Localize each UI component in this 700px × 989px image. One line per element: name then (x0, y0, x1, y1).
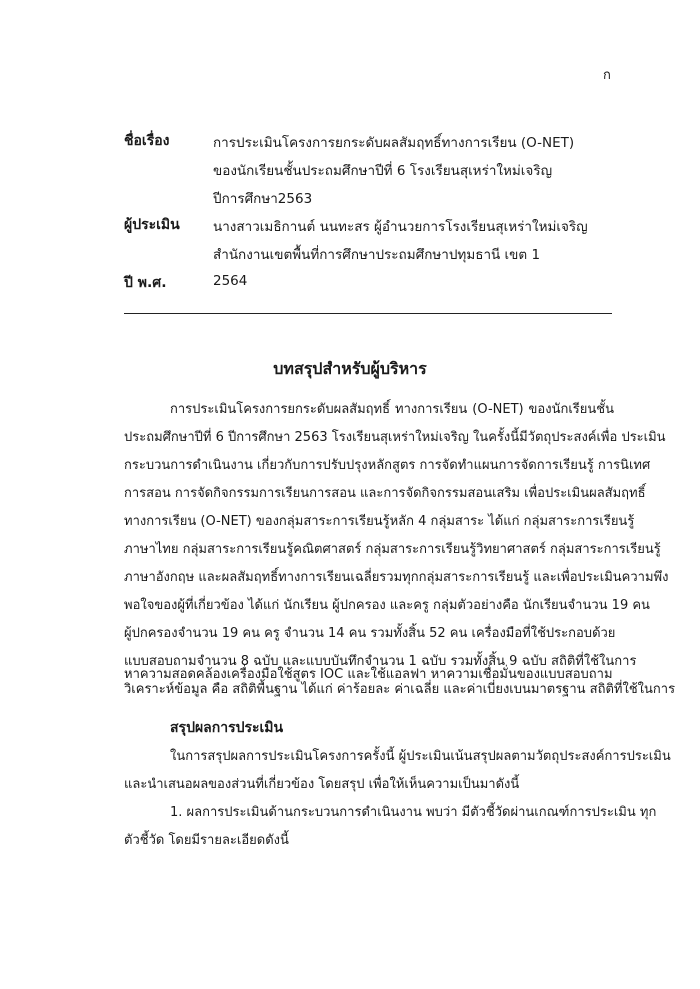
summary-line: กระบวนการดำเนินงาน เกี่ยวกับการปรับปรุงหลักสูตร การจัดทำแผนการจัดการเรียนรู้ การนิเทศ (124, 458, 651, 473)
summary-line: ประถมศึกษาปีที่ 6 ปีการศึกษา 2563 โรงเรียนสุเหร่าใหม่เจริญ ในครั้งนี้มีวัตถุประสงค์เพื่อ ประเมิน (124, 430, 666, 445)
summary-line: ภาษาอังกฤษ และผลสัมฤทธิ์ทางการเรียนเฉลี่ยรวมทุกกลุ่มสาระการเรียนรู้ และเพื่อประเมินความพึง (124, 570, 669, 585)
results-line: ตัวชี้วัด โดยมีรายละเอียดดังนี้ (124, 833, 289, 848)
summary-line: วิเคราะห์ข้อมูล คือ สถิติพื้นฐาน ได้แก่ ค่าร้อยละ ค่าเฉลี่ย และค่าเบี่ยงเบนมาตรฐาน สถิติที่ใช้ในการ (124, 682, 676, 697)
summary-line: หาความสอดคล้องเครื่องมือใช้สูตร IOC และใช้แอลฟา หาความเชื่อมั่นของแบบสอบถาม (124, 667, 613, 682)
title-line: ของนักเรียนชั้นประถมศึกษาปีที่ 6 โรงเรียนสุเหร่าใหม่เจริญ (213, 163, 553, 179)
header-divider (124, 313, 612, 314)
evaluator-line: สำนักงานเขตพื้นที่การศึกษาประถมศึกษาปทุมธานี เขต 1 (213, 247, 541, 263)
summary-line: การประเมินโครงการยกระดับผลสัมฤทธิ์ ทางการเรียน (O-NET) ของนักเรียนชั้น (170, 402, 614, 417)
title-line: การประเมินโครงการยกระดับผลสัมฤทธิ์ทางการเรียน (O-NET) (213, 135, 575, 151)
summary-line: ทางการเรียน (O-NET) ของกลุ่มสาระการเรียนรู้หลัก 4 กลุ่มสาระ ได้แก่ กลุ่มสาระการเรียนรู้ (124, 514, 635, 529)
results-line: 1. ผลการประเมินด้านกระบวนการดำเนินงาน พบว่า มีตัวชี้วัดผ่านเกณฑ์การประเมิน ทุก (170, 805, 657, 820)
year-label: ปี พ.ศ. (124, 275, 167, 291)
results-line: และนำเสนอผลของส่วนที่เกี่ยวข้อง โดยสรุป เพื่อให้เห็นความเป็นมาดังนี้ (124, 777, 520, 792)
results-heading: สรุปผลการประเมิน (170, 720, 284, 736)
summary-line: ภาษาไทย กลุ่มสาระการเรียนรู้คณิตศาสตร์ กลุ่มสาระการเรียนรู้วิทยาศาสตร์ กลุ่มสาระการเรียนรู้ (124, 542, 661, 557)
results-line: ในการสรุปผลการประเมินโครงการครั้งนี้ ผู้ประเมินเน้นสรุปผลตามวัตถุประสงค์การประเมิน (170, 749, 671, 764)
summary-line: การสอน การจัดกิจกรรมการเรียนการสอน และการจัดกิจกรรมสอนเสริม เพื่อประเมินผลสัมฤทธิ์ (124, 486, 646, 501)
summary-line: ผู้ปกครองจำนวน 19 คน ครู จำนวน 14 คน รวมทั้งสิ้น 52 คน เครื่องมือที่ใช้ประกอบด้วย (124, 626, 616, 641)
title-label: ชื่อเรื่อง (124, 133, 170, 149)
evaluator-line: นางสาวเมธิกานต์ นนทะสร ผู้อำนวยการโรงเรียนสุเหร่าใหม่เจริญ (213, 219, 588, 235)
evaluator-label: ผู้ประเมิน (124, 217, 180, 233)
summary-line: แบบสอบถามจำนวน 8 ฉบับ และแบบบันทึกจำนวน 1 ฉบับ รวมทั้งสิ้น 9 ฉบับ สถิติที่ใช้ในการ (124, 654, 637, 669)
summary-line: พอใจของผู้ที่เกี่ยวข้อง ได้แก่ นักเรียน ผู้ปกครอง และครู กลุ่มตัวอย่างคือ นักเรียนจำนวน 19 คน (124, 598, 650, 613)
title-line: ปีการศึกษา2563 (213, 191, 313, 207)
summary-heading: บทสรุปสำหรับผู้บริหาร (273, 359, 427, 378)
year-value: 2564 (213, 273, 248, 289)
page-number: ก (603, 68, 611, 83)
